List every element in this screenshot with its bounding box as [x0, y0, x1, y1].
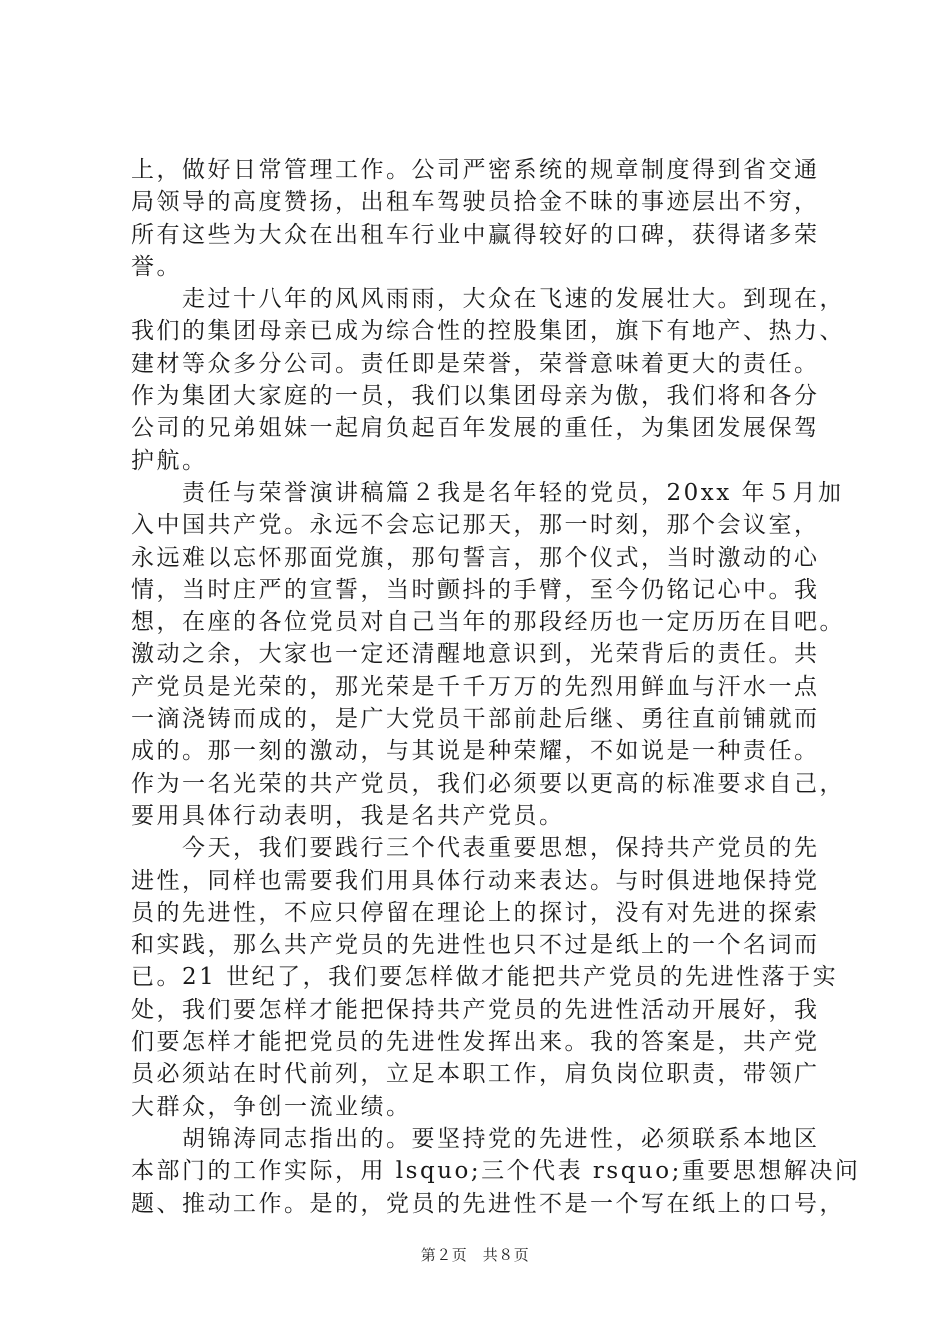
- page-footer: [0, 1244, 950, 1265]
- text-line: 建材等众多分公司。责任即是荣誉，荣誉意味着更大的责任。: [131, 350, 820, 377]
- text-line: 我们的集团母亲已成为综合性的控股集团，旗下有地产、热力、: [131, 318, 845, 345]
- text-line: 护航。: [131, 447, 208, 474]
- text-line: 题、推动工作。是的，党员的先进性不是一个写在纸上的口号，: [131, 1190, 845, 1217]
- text-line: 公司的兄弟姐妹一起肩负起百年发展的重任，为集团发展保驾: [131, 415, 820, 442]
- text-line: 已。21 世纪了，我们要怎样做才能把共产党员的先进性落于实: [131, 964, 839, 991]
- text-line: 所有这些为大众在出租车行业中赢得较好的口碑，获得诸多荣: [131, 221, 820, 248]
- text-line: 处，我们要怎样才能把保持共产党员的先进性活动开展好，我: [131, 996, 820, 1023]
- text-line: 永远难以忘怀那面党旗，那句誓言，那个仪式，当时激动的心: [131, 544, 820, 571]
- text-line: 大群众，争创一流业绩。: [131, 1093, 412, 1120]
- text-line: 誉。: [131, 253, 182, 280]
- text-line: 产党员是光荣的，那光荣是千千万万的先烈用鲜血与汗水一点: [131, 673, 820, 700]
- text-line: 局领导的高度赞扬，出租车驾驶员拾金不昧的事迹层出不穷，: [131, 189, 820, 216]
- text-line: 责任与荣誉演讲稿篇２我是名年轻的党员，20xx 年５月加: [131, 479, 844, 506]
- text-line: 和实践，那么共产党员的先进性也只不过是纸上的一个名词而: [131, 932, 820, 959]
- text-line: 胡锦涛同志指出的。要坚持党的先进性，必须联系本地区: [131, 1125, 820, 1152]
- text-line: 进性，同样也需要我们用具体行动来表达。与时俱进地保持党: [131, 867, 820, 894]
- text-line: 成的。那一刻的激动，与其说是种荣耀，不如说是一种责任。: [131, 738, 820, 765]
- text-line: 想，在座的各位党员对自己当年的那段经历也一定历历在目吧。: [131, 609, 845, 636]
- text-line: 走过十八年的风风雨雨，大众在飞速的发展壮大。到现在，: [131, 286, 845, 313]
- text-line: 入中国共产党。永远不会忘记那天，那一时刻，那个会议室，: [131, 512, 820, 539]
- text-line: 激动之余，大家也一定还清醒地意识到，光荣背后的责任。共: [131, 641, 820, 668]
- text-line: 作为一名光荣的共产党员，我们必须要以更高的标准要求自己，: [131, 770, 845, 797]
- text-line: 作为集团大家庭的一员，我们以集团母亲为傲，我们将和各分: [131, 383, 820, 410]
- text-line: 员必须站在时代前列，立足本职工作，肩负岗位职责，带领广: [131, 1061, 820, 1088]
- text-line: 本部门的工作实际，用 lsquo;三个代表 rsquo;重要思想解决问: [131, 1158, 861, 1185]
- text-line: 要用具体行动表明，我是名共产党员。: [131, 802, 565, 829]
- text-line: 今天，我们要践行三个代表重要思想，保持共产党员的先: [131, 835, 820, 862]
- text-line: 上，做好日常管理工作。公司严密系统的规章制度得到省交通: [131, 157, 820, 183]
- body-text: [131, 154, 861, 1220]
- text-line: 员的先进性，不应只停留在理论上的探讨，没有对先进的探索: [131, 899, 820, 926]
- text-line: 们要怎样才能把党员的先进性发挥出来。我的答案是，共产党: [131, 1029, 820, 1056]
- text-line: 一滴浇铸而成的，是广大党员干部前赴后继、勇往直前铺就而: [131, 706, 820, 733]
- text-line: 情，当时庄严的宣誓，当时颤抖的手臂，至今仍铭记心中。我: [131, 576, 820, 603]
- page-number: 第２页 共８页: [420, 1246, 530, 1264]
